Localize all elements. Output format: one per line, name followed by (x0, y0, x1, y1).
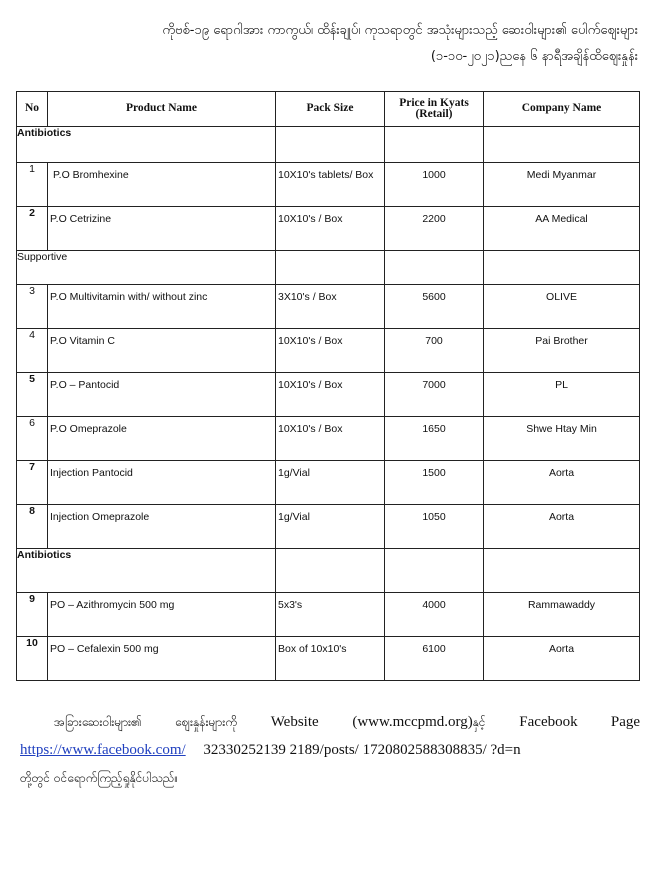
table-row (17, 207, 640, 251)
document-title: ကိုဗစ်-၁၉ ရောဂါအား ကာကွယ်၊ ထိန်းချုပ်၊ ကုသရာတွင် အသုံးများသည့် ဆေးဝါးများ၏ ပေါက်ဈေးများ (162, 23, 638, 38)
row-pack: 10X10's tablets/ Box (278, 169, 374, 181)
footer-line-2 (20, 740, 640, 761)
row-price: 6100 (422, 643, 446, 655)
row-pack: Box of 10x10's (278, 643, 347, 655)
row-product: Injection Pantocid (50, 467, 133, 479)
row-company: Rammawaddy (527, 599, 596, 611)
row-company: OLIVE (546, 291, 577, 303)
table-row (17, 163, 640, 207)
row-price: 1000 (422, 169, 446, 181)
row-product: P.O – Pantocid (50, 379, 120, 391)
table-row (17, 329, 640, 373)
price-table (16, 91, 640, 681)
row-company: Pai Brother (535, 335, 588, 347)
table-row (17, 593, 640, 637)
table-row (17, 373, 640, 417)
header-company-name: Company Name (484, 92, 640, 127)
row-price: 1050 (422, 511, 446, 523)
row-product: P.O Multivitamin with/ without zinc (50, 291, 208, 303)
row-company: Shwe Htay Min (526, 423, 597, 435)
facebook-post-path: 32330252139 2189/posts/ 1720802588308835/ ?d=n (203, 742, 521, 758)
document-subtitle-date: (၁-၁၀-၂၀၂၁)ညနေ ၆ နာရီအချိန်ထိဈေးနှုန်း (430, 49, 638, 64)
table-row (17, 637, 640, 681)
footer-website-label: Website (270, 714, 319, 730)
section-label-antibiotics: Antibiotics (17, 549, 276, 593)
header-pack-size: Pack Size (276, 92, 385, 127)
footer-and-text: နှင့် (472, 715, 486, 729)
row-company: Aorta (548, 643, 575, 655)
row-no: 6 (17, 417, 48, 461)
row-product: PO – Azithromycin 500 mg (50, 599, 175, 611)
row-no: 1 (17, 163, 48, 207)
table-row (17, 505, 640, 549)
row-pack: 3X10's / Box (278, 291, 337, 303)
row-company: PL (555, 379, 568, 391)
row-price: 4000 (422, 599, 446, 611)
row-pack: 10X10's / Box (278, 423, 343, 435)
row-pack: 5x3's (278, 599, 303, 611)
footer-line-1 (20, 711, 640, 733)
row-no: 8 (17, 505, 48, 549)
row-product: P.O Omeprazole (50, 423, 127, 435)
row-price: 700 (425, 335, 443, 347)
row-company: Medi Myanmar (526, 169, 597, 181)
facebook-link[interactable]: https://www.facebook.com/ (20, 742, 186, 758)
row-no: 4 (17, 329, 48, 373)
row-pack: 1g/Vial (278, 511, 310, 523)
table-row (17, 285, 640, 329)
row-no: 7 (17, 461, 48, 505)
footer-closing-text: တို့တွင် ဝင်ရောက်ကြည့်ရှုနိုင်ပါသည်။ (20, 771, 179, 785)
row-pack: 10X10's / Box (278, 213, 343, 225)
header-no: No (17, 92, 48, 127)
row-product: Injection Omeprazole (50, 511, 150, 523)
row-pack: 1g/Vial (278, 467, 310, 479)
row-price: 5600 (422, 291, 446, 303)
row-no: 2 (17, 207, 48, 251)
row-price: 7000 (422, 379, 446, 391)
row-product: P.O Cetrizine (50, 213, 112, 225)
row-pack: 10X10's / Box (278, 379, 343, 391)
row-price: 1650 (422, 423, 446, 435)
section-label-supportive: Supportive (17, 251, 276, 285)
row-no: 3 (17, 285, 48, 329)
header-product-name: Product Name (48, 92, 276, 127)
row-company: Aorta (548, 511, 575, 523)
row-product: PO – Cefalexin 500 mg (50, 643, 159, 655)
row-no: 5 (17, 373, 48, 417)
footer-facebook-label: Facebook Page (519, 714, 641, 730)
header-price: Price in Kyats (Retail) (385, 92, 484, 127)
section-row (17, 127, 640, 163)
row-company: AA Medical (535, 213, 588, 225)
section-row (17, 251, 640, 285)
table-header-row (17, 92, 640, 127)
table-row (17, 461, 640, 505)
row-price: 1500 (422, 467, 446, 479)
section-row (17, 549, 640, 593)
row-company: Aorta (548, 467, 575, 479)
row-product: P.O Vitamin C (50, 335, 115, 347)
section-label-antibiotics: Antibiotics (17, 127, 276, 163)
table-row (17, 417, 640, 461)
row-pack: 10X10's / Box (278, 335, 343, 347)
row-price: 2200 (422, 213, 446, 225)
row-no: 10 (17, 637, 48, 681)
row-product: P.O Bromhexine (53, 169, 129, 181)
website-link[interactable]: (www.mccpmd.org) (352, 714, 473, 730)
footer-lead-text: အခြားဆေးဝါးများ၏ ဈေးနှုန်းများကို (54, 715, 238, 729)
row-no: 9 (17, 593, 48, 637)
